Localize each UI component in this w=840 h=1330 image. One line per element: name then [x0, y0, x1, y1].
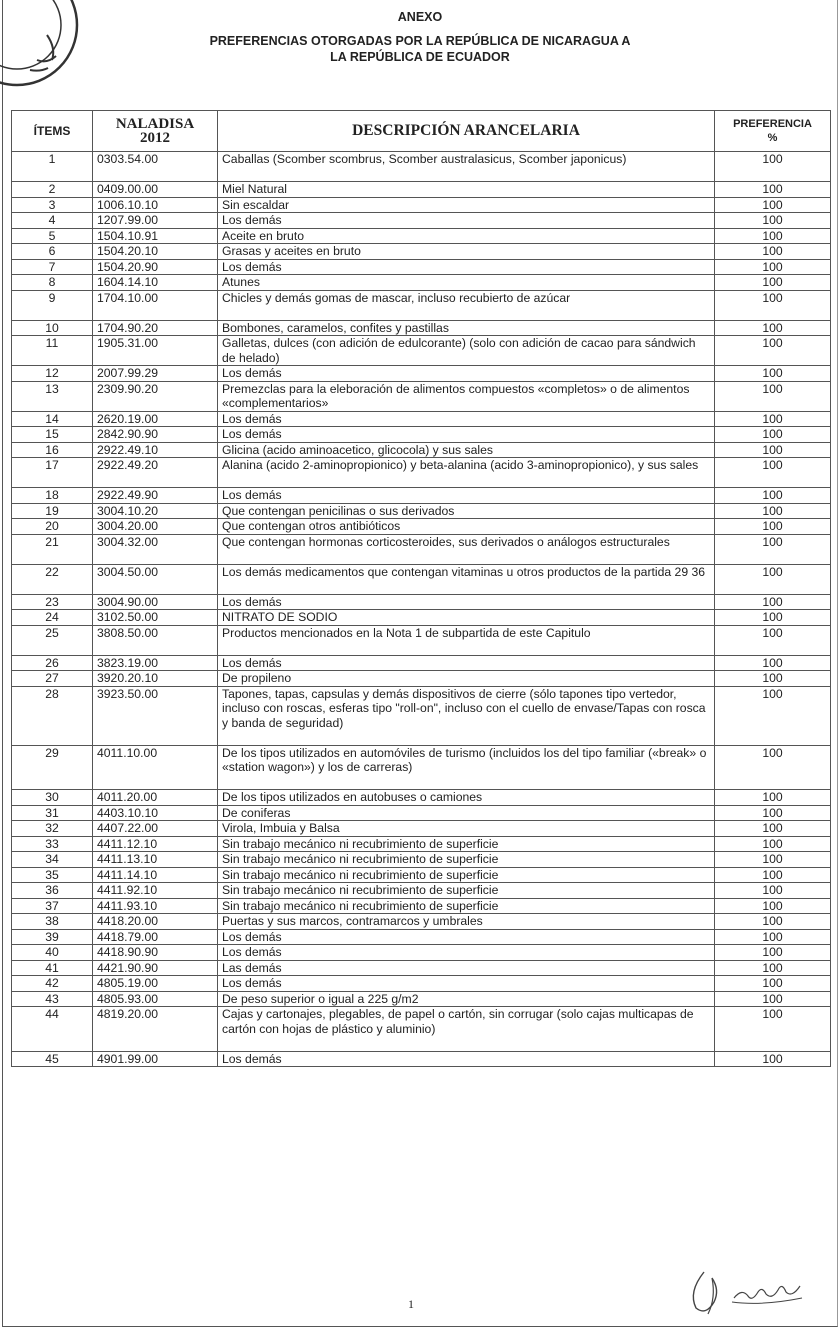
- naladisa-code-cell: 3004.90.00: [93, 594, 218, 610]
- naladisa-code-cell: 4819.20.00: [93, 1007, 218, 1052]
- table-body: [12, 152, 831, 1067]
- table-row: [12, 244, 831, 260]
- item-number-cell: 13: [12, 381, 93, 411]
- item-number-cell: 22: [12, 564, 93, 594]
- item-number-cell: 17: [12, 458, 93, 488]
- preference-cell: 100: [715, 867, 831, 883]
- description-cell: Productos mencionados en la Nota 1 de subpartida de este Capitulo: [218, 625, 715, 655]
- preference-cell: 100: [715, 458, 831, 488]
- naladisa-code-cell: 2922.49.10: [93, 442, 218, 458]
- item-number-cell: 27: [12, 671, 93, 687]
- naladisa-code-cell: 1504.20.10: [93, 244, 218, 260]
- preference-cell: 100: [715, 503, 831, 519]
- preference-cell: 100: [715, 805, 831, 821]
- naladisa-code-cell: 4421.90.90: [93, 960, 218, 976]
- table-row: [12, 488, 831, 504]
- description-cell: Los demás: [218, 213, 715, 229]
- preference-cell: 100: [715, 594, 831, 610]
- signature-icon: [682, 1262, 812, 1318]
- item-number-cell: 44: [12, 1007, 93, 1052]
- description-cell: Los demás: [218, 929, 715, 945]
- item-number-cell: 28: [12, 686, 93, 745]
- item-number-cell: 29: [12, 745, 93, 790]
- table-row: [12, 228, 831, 244]
- preference-cell: 100: [715, 182, 831, 198]
- description-cell: Los demás: [218, 655, 715, 671]
- naladisa-code-cell: 3823.19.00: [93, 655, 218, 671]
- naladisa-code-cell: 3923.50.00: [93, 686, 218, 745]
- naladisa-code-cell: 3004.20.00: [93, 519, 218, 535]
- naladisa-code-cell: 2922.49.20: [93, 458, 218, 488]
- table-header-row: [12, 111, 831, 152]
- table-row: [12, 411, 831, 427]
- table-row: [12, 945, 831, 961]
- table-row: [12, 883, 831, 899]
- description-cell: Chicles y demás gomas de mascar, incluso recubierto de azúcar: [218, 290, 715, 320]
- description-cell: Glicina (acido aminoacetico, glicocola) y sus sales: [218, 442, 715, 458]
- description-cell: Sin trabajo mecánico ni recubrimiento de superficie: [218, 883, 715, 899]
- naladisa-code-cell: 2007.99.29: [93, 366, 218, 382]
- preference-cell: 100: [715, 228, 831, 244]
- description-cell: Los demás: [218, 427, 715, 443]
- table-row: [12, 503, 831, 519]
- table-row: [12, 275, 831, 291]
- table-row: [12, 898, 831, 914]
- item-number-cell: 8: [12, 275, 93, 291]
- description-cell: Sin trabajo mecánico ni recubrimiento de superficie: [218, 836, 715, 852]
- preference-cell: 100: [715, 686, 831, 745]
- description-cell: Grasas y aceites en bruto: [218, 244, 715, 260]
- page-number: 1: [408, 1297, 414, 1311]
- description-cell: Las demás: [218, 960, 715, 976]
- naladisa-code-cell: 1704.90.20: [93, 320, 218, 336]
- item-number-cell: 38: [12, 914, 93, 930]
- preference-cell: 100: [715, 960, 831, 976]
- item-number-cell: 2: [12, 182, 93, 198]
- table-row: [12, 745, 831, 790]
- preference-cell: 100: [715, 929, 831, 945]
- description-cell: Los demás: [218, 594, 715, 610]
- table-row: [12, 442, 831, 458]
- preference-cell: 100: [715, 836, 831, 852]
- table-row: [12, 290, 831, 320]
- description-cell: Caballas (Scomber scombrus, Scomber australasicus, Scomber japonicus): [218, 152, 715, 182]
- description-cell: Sin trabajo mecánico ni recubrimiento de superficie: [218, 852, 715, 868]
- column-header-preference: PREFERENCIA %: [715, 111, 831, 152]
- description-cell: Sin trabajo mecánico ni recubrimiento de superficie: [218, 898, 715, 914]
- item-number-cell: 25: [12, 625, 93, 655]
- description-cell: Galletas, dulces (con adición de edulcorante) (solo con adición de cacao para sándwich de helado): [218, 336, 715, 366]
- preference-cell: 100: [715, 883, 831, 899]
- naladisa-code-cell: 3004.32.00: [93, 534, 218, 564]
- naladisa-code-cell: 4011.10.00: [93, 745, 218, 790]
- item-number-cell: 11: [12, 336, 93, 366]
- column-header-description: DESCRIPCIÓN ARANCELARIA: [218, 111, 715, 152]
- description-cell: Los demás: [218, 1051, 715, 1067]
- table-row: [12, 625, 831, 655]
- item-number-cell: 33: [12, 836, 93, 852]
- naladisa-code-cell: 1604.14.10: [93, 275, 218, 291]
- item-number-cell: 24: [12, 610, 93, 626]
- naladisa-code-cell: 1006.10.10: [93, 197, 218, 213]
- naladisa-code-cell: 4411.12.10: [93, 836, 218, 852]
- table-row: [12, 976, 831, 992]
- preference-cell: 100: [715, 488, 831, 504]
- item-number-cell: 36: [12, 883, 93, 899]
- table-row: [12, 197, 831, 213]
- description-cell: Los demás: [218, 976, 715, 992]
- description-cell: Atunes: [218, 275, 715, 291]
- item-number-cell: 20: [12, 519, 93, 535]
- naladisa-code-cell: 2842.90.90: [93, 427, 218, 443]
- table-row: [12, 929, 831, 945]
- item-number-cell: 40: [12, 945, 93, 961]
- preference-cell: 100: [715, 790, 831, 806]
- annex-label: ANEXO: [397, 10, 443, 24]
- description-cell: Puertas y sus marcos, contramarcos y umbrales: [218, 914, 715, 930]
- description-cell: Los demás: [218, 411, 715, 427]
- description-cell: Premezclas para la eleboración de alimentos compuestos «completos» o de alimentos «complementarios»: [218, 381, 715, 411]
- item-number-cell: 3: [12, 197, 93, 213]
- description-cell: Miel Natural: [218, 182, 715, 198]
- description-cell: De los tipos utilizados en autobuses o camiones: [218, 790, 715, 806]
- item-number-cell: 4: [12, 213, 93, 229]
- preference-cell: 100: [715, 411, 831, 427]
- preference-cell: 100: [715, 945, 831, 961]
- description-cell: Que contengan otros antibióticos: [218, 519, 715, 535]
- naladisa-code-cell: 4411.13.10: [93, 852, 218, 868]
- naladisa-code-cell: 4901.99.00: [93, 1051, 218, 1067]
- table-row: [12, 594, 831, 610]
- description-cell: De coniferas: [218, 805, 715, 821]
- item-number-cell: 21: [12, 534, 93, 564]
- preference-cell: 100: [715, 152, 831, 182]
- description-cell: Cajas y cartonajes, plegables, de papel o cartón, sin corrugar (solo cajas multicapas de cartón con hojas de plástico y aluminio): [218, 1007, 715, 1052]
- naladisa-code-cell: 1207.99.00: [93, 213, 218, 229]
- description-cell: Los demás: [218, 366, 715, 382]
- naladisa-code-cell: 4411.92.10: [93, 883, 218, 899]
- item-number-cell: 19: [12, 503, 93, 519]
- item-number-cell: 16: [12, 442, 93, 458]
- preference-cell: 100: [715, 1007, 831, 1052]
- document-title-line1: PREFERENCIAS OTORGADAS POR LA REPÚBLICA DE NICARAGUA A: [209, 34, 631, 48]
- item-number-cell: 45: [12, 1051, 93, 1067]
- table-row: [12, 836, 831, 852]
- preference-cell: 100: [715, 381, 831, 411]
- table-row: [12, 805, 831, 821]
- preference-cell: 100: [715, 1051, 831, 1067]
- table-row: [12, 182, 831, 198]
- item-number-cell: 14: [12, 411, 93, 427]
- description-cell: Virola, Imbuia y Balsa: [218, 821, 715, 837]
- table-row: [12, 867, 831, 883]
- column-header-items: ÍTEMS: [12, 111, 93, 152]
- naladisa-code-cell: 2309.90.20: [93, 381, 218, 411]
- table-row: [12, 610, 831, 626]
- naladisa-code-cell: 3808.50.00: [93, 625, 218, 655]
- naladisa-code-cell: 2922.49.90: [93, 488, 218, 504]
- naladisa-code-cell: 4418.90.90: [93, 945, 218, 961]
- naladisa-code-cell: 4418.79.00: [93, 929, 218, 945]
- item-number-cell: 34: [12, 852, 93, 868]
- table-row: [12, 427, 831, 443]
- description-cell: Los demás medicamentos que contengan vitaminas u otros productos de la partida 29 36: [218, 564, 715, 594]
- table-row: [12, 213, 831, 229]
- preference-cell: 100: [715, 991, 831, 1007]
- table-row: [12, 1051, 831, 1067]
- description-cell: De los tipos utilizados en automóviles de turismo (incluidos los del tipo familiar («break» o «station wagon») y los de carreras): [218, 745, 715, 790]
- item-number-cell: 5: [12, 228, 93, 244]
- item-number-cell: 23: [12, 594, 93, 610]
- naladisa-code-cell: 4805.19.00: [93, 976, 218, 992]
- preference-cell: 100: [715, 366, 831, 382]
- preference-cell: 100: [715, 427, 831, 443]
- preference-cell: 100: [715, 821, 831, 837]
- table-row: [12, 534, 831, 564]
- table-row: [12, 320, 831, 336]
- preference-cell: 100: [715, 745, 831, 790]
- item-number-cell: 6: [12, 244, 93, 260]
- item-number-cell: 31: [12, 805, 93, 821]
- description-cell: Sin escaldar: [218, 197, 715, 213]
- naladisa-code-cell: 4403.10.10: [93, 805, 218, 821]
- table-row: [12, 671, 831, 687]
- preference-cell: 100: [715, 914, 831, 930]
- naladisa-code-cell: 0303.54.00: [93, 152, 218, 182]
- naladisa-code-cell: 4411.93.10: [93, 898, 218, 914]
- naladisa-code-cell: 3920.20.10: [93, 671, 218, 687]
- item-number-cell: 10: [12, 320, 93, 336]
- naladisa-code-cell: 3102.50.00: [93, 610, 218, 626]
- item-number-cell: 39: [12, 929, 93, 945]
- naladisa-code-cell: 4407.22.00: [93, 821, 218, 837]
- table-row: [12, 991, 831, 1007]
- table-row: [12, 458, 831, 488]
- column-header-naladisa: NALADISA 2012: [93, 111, 218, 152]
- table-row: [12, 960, 831, 976]
- table-row: [12, 655, 831, 671]
- table-row: [12, 686, 831, 745]
- description-cell: NITRATO DE SODIO: [218, 610, 715, 626]
- preference-cell: 100: [715, 442, 831, 458]
- preference-cell: 100: [715, 852, 831, 868]
- description-cell: Alanina (acido 2-aminopropionico) y beta-alanina (acido 3-aminopropionico), y sus sales: [218, 458, 715, 488]
- naladisa-code-cell: 1504.10.91: [93, 228, 218, 244]
- preference-cell: 100: [715, 655, 831, 671]
- description-cell: Sin trabajo mecánico ni recubrimiento de superficie: [218, 867, 715, 883]
- table-row: [12, 1007, 831, 1052]
- preference-cell: 100: [715, 259, 831, 275]
- description-cell: Los demás: [218, 259, 715, 275]
- preference-cell: 100: [715, 197, 831, 213]
- preference-cell: 100: [715, 336, 831, 366]
- item-number-cell: 41: [12, 960, 93, 976]
- document-title-line2: LA REPÚBLICA DE ECUADOR: [330, 50, 510, 64]
- naladisa-code-cell: 4805.93.00: [93, 991, 218, 1007]
- item-number-cell: 7: [12, 259, 93, 275]
- item-number-cell: 37: [12, 898, 93, 914]
- naladisa-code-cell: 1504.20.90: [93, 259, 218, 275]
- table-row: [12, 519, 831, 535]
- table-row: [12, 564, 831, 594]
- naladisa-code-cell: 0409.00.00: [93, 182, 218, 198]
- description-cell: Los demás: [218, 945, 715, 961]
- preference-cell: 100: [715, 213, 831, 229]
- table-row: [12, 152, 831, 182]
- item-number-cell: 1: [12, 152, 93, 182]
- preference-cell: 100: [715, 671, 831, 687]
- description-cell: Que contengan hormonas corticosteroides, sus derivados o análogos estructurales: [218, 534, 715, 564]
- description-cell: Bombones, caramelos, confites y pastillas: [218, 320, 715, 336]
- tariff-preferences-table: [11, 110, 831, 1067]
- item-number-cell: 35: [12, 867, 93, 883]
- item-number-cell: 32: [12, 821, 93, 837]
- item-number-cell: 42: [12, 976, 93, 992]
- preference-cell: 100: [715, 625, 831, 655]
- preference-cell: 100: [715, 610, 831, 626]
- naladisa-code-cell: 2620.19.00: [93, 411, 218, 427]
- table-row: [12, 790, 831, 806]
- naladisa-code-cell: 4418.20.00: [93, 914, 218, 930]
- naladisa-code-cell: 3004.10.20: [93, 503, 218, 519]
- description-cell: Aceite en bruto: [218, 228, 715, 244]
- preference-cell: 100: [715, 519, 831, 535]
- item-number-cell: 18: [12, 488, 93, 504]
- preference-cell: 100: [715, 898, 831, 914]
- item-number-cell: 9: [12, 290, 93, 320]
- description-cell: Los demás: [218, 488, 715, 504]
- preference-cell: 100: [715, 275, 831, 291]
- naladisa-code-cell: 4011.20.00: [93, 790, 218, 806]
- description-cell: Que contengan penicilinas o sus derivados: [218, 503, 715, 519]
- naladisa-code-cell: 4411.14.10: [93, 867, 218, 883]
- preference-cell: 100: [715, 244, 831, 260]
- preference-cell: 100: [715, 976, 831, 992]
- table-row: [12, 381, 831, 411]
- table-row: [12, 821, 831, 837]
- table-row: [12, 914, 831, 930]
- preference-cell: 100: [715, 320, 831, 336]
- preference-cell: 100: [715, 290, 831, 320]
- table-row: [12, 336, 831, 366]
- item-number-cell: 26: [12, 655, 93, 671]
- preference-cell: 100: [715, 534, 831, 564]
- preference-cell: 100: [715, 564, 831, 594]
- item-number-cell: 12: [12, 366, 93, 382]
- item-number-cell: 30: [12, 790, 93, 806]
- item-number-cell: 43: [12, 991, 93, 1007]
- table-row: [12, 366, 831, 382]
- description-cell: De peso superior o igual a 225 g/m2: [218, 991, 715, 1007]
- description-cell: De propileno: [218, 671, 715, 687]
- table-row: [12, 259, 831, 275]
- naladisa-code-cell: 1704.10.00: [93, 290, 218, 320]
- naladisa-code-cell: 3004.50.00: [93, 564, 218, 594]
- naladisa-code-cell: 1905.31.00: [93, 336, 218, 366]
- description-cell: Tapones, tapas, capsulas y demás dispositivos de cierre (sólo tapones tipo vertedor, incluso con roscas, esferas tipo "roll-on", incluso con el cuello de envase/Tapas con rosca y banda de seguridad): [218, 686, 715, 745]
- table-row: [12, 852, 831, 868]
- item-number-cell: 15: [12, 427, 93, 443]
